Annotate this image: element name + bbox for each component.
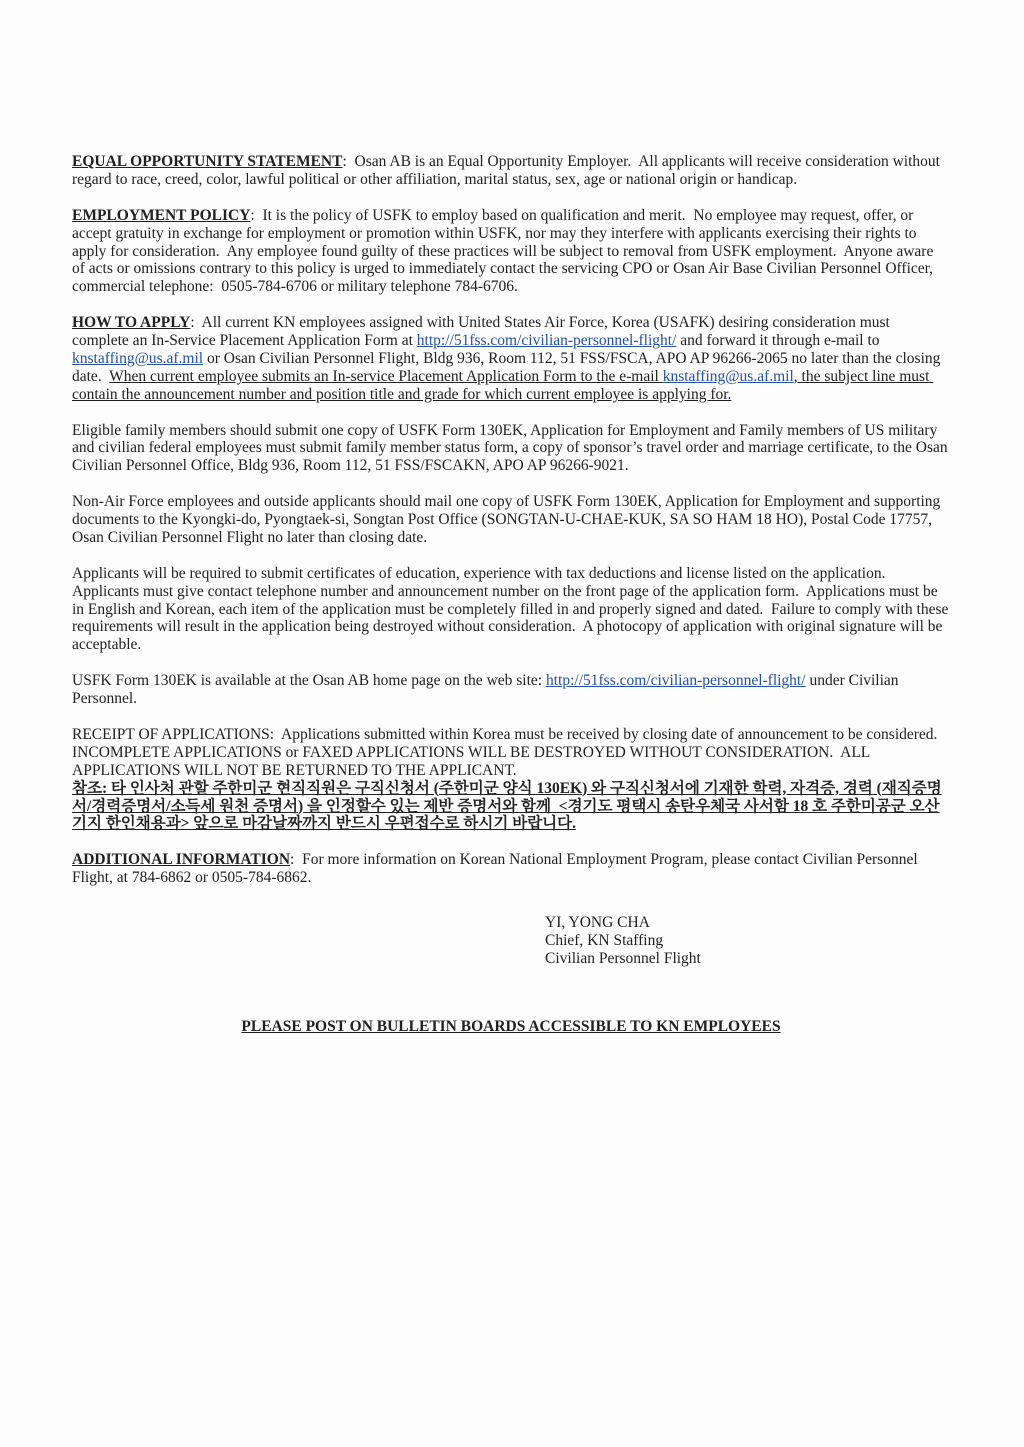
paragraph-non-air-force: [72, 493, 950, 547]
knstaffing-email-link[interactable]: knstaffing@us.af.mil: [72, 349, 204, 367]
paragraph-family-members: [72, 422, 950, 476]
form-availability-text-1: USFK Form 130EK is available at the Osan AB home page on the web site:: [72, 672, 546, 690]
employment-policy-body: : It is the policy of USFK to employ based on qualification and merit. No employee may request, offer, or accept gratuity in exchange for employment or promotion within USFK, nor may they interfere with applicants exercising their rights to apply for consideration. Any employee found guilty of these practices will be subject to removal from USFK employment. Anyone aware of acts or omissions contrary to this policy is urged to immediately contact the servicing CPO or Osan Air Base Civilian Personnel Officer, commercial telephone: 0505-784-6706 or military telephone 784-6706.: [72, 206, 938, 296]
paragraph-requirements: [72, 564, 953, 655]
how-to-apply-heading: HOW TO APPLY: [72, 314, 191, 332]
how-to-apply-underlined-1: When current employee submits an In-service Placement Application Form to the e-mail: [109, 367, 663, 385]
requirements-body: Applicants will be required to submit certificates of education, experience with tax deductions and license listed on the application. Applicants must give contact telephone number and announcement number on the front page of the application form. Applications must be in English and Korean, each item of the application must be completely filled in and properly signed and dated. Failure to comply with these requirements will result in the application being destroyed without consideration. A photocopy of application with original signature will be acceptable.: [72, 564, 953, 654]
section-additional-information: [72, 851, 950, 887]
signature-block: [545, 914, 950, 968]
how-to-apply-text-3: or Osan Civilian Personnel Flight, Bldg 936, Room 112, 51 FSS/FSCA, APO AP 96266-2065 no later than the closing date.: [72, 349, 945, 385]
paragraph-form-availability: [72, 672, 950, 708]
additional-information-body: : For more information on Korean National Employment Program, please contact Civilian Personnel Flight, at 784-6862 or 0505-784-6862.: [72, 851, 922, 887]
additional-information-heading: ADDITIONAL INFORMATION: [72, 851, 291, 869]
footer-notice: PLEASE POST ON BULLETIN BOARDS ACCESSIBLE TO KN EMPLOYEES: [241, 1017, 781, 1035]
signature-title: Chief, KN Staffing: [545, 931, 664, 949]
civilian-personnel-flight-link-2[interactable]: http://51fss.com/civilian-personnel-flight/: [545, 672, 806, 690]
employment-policy-heading: EMPLOYMENT POLICY: [72, 206, 251, 224]
how-to-apply-text-1: : All current KN employees assigned with United States Air Force, Korea (USAFK) desiring consideration must complete an In-Service Placement Application Form at: [72, 314, 894, 350]
section-how-to-apply: [72, 314, 950, 404]
equal-opportunity-body: : Osan AB is an Equal Opportunity Employer. All applicants will receive consideration without regard to race, creed, color, lawful political or other affiliation, marital status, sex, age or national origin or handicap.: [72, 153, 944, 188]
receipt-body: RECEIPT OF APPLICATIONS: Applications submitted within Korea must be received by closing date of announcement to be considered. INCOMPLETE APPLICATIONS or FAXED APPLICATIONS WILL BE DESTROYED WITHOUT CONSIDERATION. ALL APPLICATIONS WILL NOT BE RETURNED TO THE APPLICANT.: [72, 725, 946, 779]
knstaffing-email-link-2[interactable]: knstaffing@us.af.mil: [662, 367, 794, 385]
non-air-force-body: Non-Air Force employees and outside applicants should mail one copy of USFK Form 130EK, Application for Employment and supporting documents to the Kyongki-do, Pyongtaek-si, Songtan Post Office (SONGTAN-U-CHAE-KUK, SA SO HAM 18 HO), Postal Code 17757, Osan Civilian Personnel Flight no later than closing date.: [72, 493, 945, 546]
how-to-apply-text-2: and forward it through e-mail to: [676, 332, 884, 350]
equal-opportunity-heading: EQUAL OPPORTUNITY STATEMENT: [72, 153, 343, 170]
section-equal-opportunity: [72, 153, 950, 189]
form-availability-text-2: under Civilian Personnel.: [72, 672, 903, 708]
civilian-personnel-flight-link[interactable]: http://51fss.com/civilian-personnel-flight/: [416, 332, 677, 350]
signature-name: YI, YONG CHA: [545, 914, 650, 932]
family-members-body: Eligible family members should submit one copy of USFK Form 130EK, Application for Employment and Family members of US military and civilian federal employees must submit family member status form, a copy of sponsor’s travel order and marriage certificate, to the Osan Civilian Personnel Office, Bldg 936, Room 112, 51 FSS/FSCAKN, APO AP 96266-9021.: [72, 421, 952, 475]
how-to-apply-underlined-2: , the subject line must contain the announcement number and position title and grade for which current employee is applying for.: [72, 367, 934, 403]
paragraph-receipt-of-applications: [72, 726, 950, 833]
signature-org: Civilian Personnel Flight: [545, 949, 701, 967]
section-employment-policy: [72, 207, 950, 297]
receipt-korean-notice: 참조: 타 인사처 관할 주한미군 현직직원은 구직신청서 (주한미군 양식 130EK) 와 구직신청서에 기재한 학력, 자격증, 경력 (재직증명서/경력증명서/소득세 원천 증명서) 을 인정할수 있는 제반 증명서와 함께 <경기도 평택시 송탄우체국 사서함 18 호 주한미공군 오산기지 한인채용과> 앞으로 마감날짜까지 반드시 우편접수로 하시기 바랍니다.: [72, 779, 942, 833]
